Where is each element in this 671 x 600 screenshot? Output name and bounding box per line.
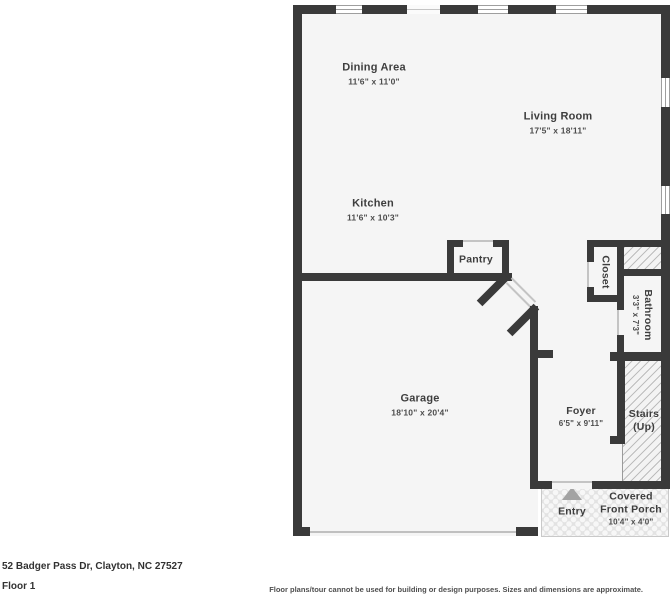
door-opening-closet: [587, 262, 594, 287]
hatch-area-closet-side: [624, 247, 661, 269]
room-label-porch: [600, 490, 662, 527]
door-opening-bathroom: [617, 310, 624, 335]
wall-stairs-stub: [610, 436, 625, 444]
address-text: 52 Badger Pass Dr, Clayton, NC 27527: [2, 561, 183, 572]
room-name: Kitchen: [352, 197, 394, 210]
disclaimer-text: Floor plans/tour cannot be used for building or design purposes. Sizes and dimensions are approximate.: [269, 585, 643, 594]
room-dims: 11'6" x 10'3": [346, 212, 400, 223]
wall-closet-left-upper: [587, 240, 594, 262]
room-name: Living Room: [523, 110, 593, 123]
wall-closet-top: [587, 240, 670, 247]
window: [661, 183, 670, 217]
wall-bathroom-left-upper: [617, 276, 624, 310]
room-label-garage: [391, 392, 448, 417]
window: [661, 75, 670, 110]
room-name: Pantry: [459, 253, 493, 266]
room-label-closet: [598, 255, 611, 288]
wall-kitchen-garage: [293, 273, 512, 281]
wall-garage-bottom-left-stub: [293, 527, 310, 536]
room-dims: 3'3" x 7'3": [630, 294, 640, 336]
wall-foyer-top-stub: [538, 350, 553, 358]
room-dims: 10'4" x 4'0": [608, 517, 654, 527]
room-label-pantry: [459, 253, 493, 266]
room-dims: 11'6" x 11'0": [348, 76, 400, 87]
wall-outer-left: [293, 5, 302, 536]
room-name: Bathroom: [642, 289, 655, 341]
wall-porch-right: [592, 481, 670, 489]
room-label-foyer: [559, 405, 604, 429]
wall-garage-foyer: [530, 306, 538, 488]
window: [475, 5, 511, 14]
room-label-stairs: [629, 408, 659, 434]
room-name: Closet: [599, 255, 612, 289]
door-opening-entry: [552, 481, 592, 489]
wall-opening: [407, 5, 440, 14]
room-sub: (Up): [633, 421, 655, 433]
wall-stairs-left: [617, 361, 625, 444]
room-name-line1: Covered: [609, 490, 653, 503]
wall-garage-bottom-right-stub: [516, 527, 538, 536]
room-dims: 18'10" x 20'4": [391, 407, 449, 418]
room-label-dining: [342, 61, 406, 86]
window: [553, 5, 590, 14]
window: [333, 5, 365, 14]
garage-door-line: [310, 531, 516, 533]
room-dims: 6'5" x 9'11": [558, 419, 604, 429]
door-opening-pantry: [463, 240, 493, 247]
room-label-kitchen: [347, 197, 399, 222]
room-name: Foyer: [566, 404, 596, 417]
floor-label: Floor 1: [2, 581, 36, 592]
room-name: Stairs: [628, 407, 660, 420]
wall-below-hatch: [617, 269, 670, 276]
wall-bathroom-bottom: [610, 352, 670, 361]
room-dims: 17'5" x 18'11": [529, 125, 587, 136]
room-label-bathroom: [630, 289, 654, 340]
room-name-line2: Front Porch: [600, 503, 662, 516]
room-name: Entry: [558, 505, 586, 518]
room-label-entry: [558, 505, 586, 518]
room-name: Dining Area: [342, 61, 406, 74]
wall-porch-left: [530, 481, 552, 489]
wall-pantry-top-left: [447, 240, 463, 247]
room-name: Garage: [400, 392, 440, 405]
room-label-living: [524, 110, 593, 135]
